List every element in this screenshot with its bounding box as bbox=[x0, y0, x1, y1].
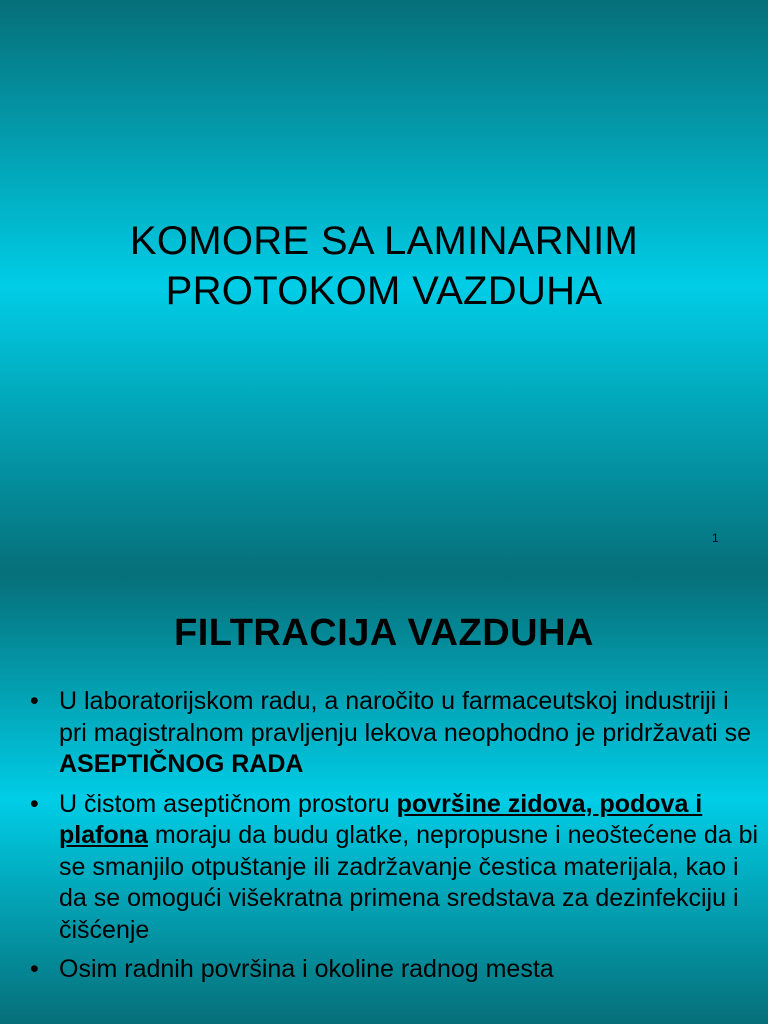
bullet-text-after: moraju da budu glatke, nepropusne i neoštećene da bi se smanjilo otpuštanje ili zadržavanje čestica materijala, kao i da se omogući višekratna primena sredstava za dezinfekciju i čišćenje bbox=[59, 821, 759, 944]
content-slide bbox=[0, 574, 768, 1024]
bullet-emphasis: ASEPTIČNOG RADA bbox=[59, 750, 304, 778]
slide-title-line-2: PROTOKOM VAZDUHA bbox=[165, 269, 603, 313]
slide-title-line-1: KOMORE SA LAMINARNIM bbox=[129, 219, 639, 263]
bullet-icon: • bbox=[30, 789, 39, 818]
slide-title bbox=[0, 216, 768, 316]
bullet-icon: • bbox=[30, 955, 39, 983]
section-title: FILTRACIJA VAZDUHA bbox=[174, 612, 594, 654]
bullet-text-before: U čistom aseptičnom prostoru bbox=[59, 789, 397, 818]
bullet-list bbox=[30, 686, 760, 994]
bullet-emphasis-underlined: površine zidova, podova i plafona bbox=[59, 789, 703, 849]
bullet-text: U laboratorijskom radu, a naročito u farmaceutskoj industriji i pri magistralnom pravljenju lekova neophodno je pridržavati se bbox=[59, 687, 752, 747]
bullet-item-surfaces bbox=[30, 789, 760, 947]
bullet-item-aseptic-work bbox=[30, 686, 760, 781]
bullet-item-work-area bbox=[30, 954, 760, 986]
bullet-text: Osim radnih površina i okoline radnog mesta bbox=[59, 955, 554, 983]
page-number: 1 bbox=[712, 531, 719, 545]
bullet-icon: • bbox=[30, 687, 39, 715]
